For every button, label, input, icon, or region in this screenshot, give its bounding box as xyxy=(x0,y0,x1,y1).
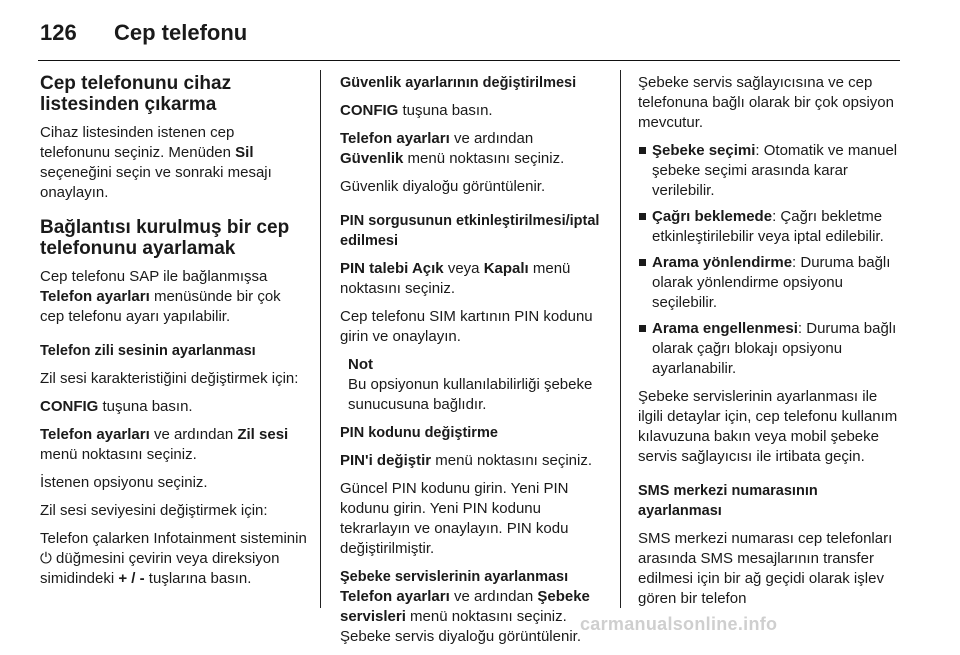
ringtone-option-step: İstenen opsiyonu seçiniz. xyxy=(40,474,208,491)
list-item: Arama yönlendirme: Duruma bağlı olarak yönlendirme opsiyonu seçilebilir. xyxy=(638,253,904,313)
power-icon: ⏻ xyxy=(40,550,52,567)
watermark: carmanualsonline.info xyxy=(580,614,778,634)
heading-ringtone: Telefon zili sesinin ayarlanması xyxy=(40,343,256,359)
left-column xyxy=(40,73,308,597)
remove-paragraph: Cihaz listesinden istenen cep telefonunu seçiniz. Menüden Sil seçeneğini seçin ve sonraki mesajı onaylayın. xyxy=(40,124,272,201)
page-title: Cep telefonu xyxy=(114,20,248,45)
network-options-list xyxy=(638,141,904,379)
heading-remove-phone: Cep telefonunu cihaz listesinden çıkarma xyxy=(40,73,232,115)
column-divider-1 xyxy=(320,70,321,608)
pin-change-menu-step: PIN'i değiştir menü noktasını seçiniz. xyxy=(340,452,593,469)
network-menu-step: Telefon ayarları ve ardından Şebeke servisleri menü noktasını seçiniz. Şebeke servis diyaloğu görüntülenir. xyxy=(340,588,590,645)
ringtone-volume-intro: Zil sesi seviyesini değiştirmek için: xyxy=(40,502,268,519)
ringtone-config-step: CONFIG tuşuna basın. xyxy=(40,398,193,415)
note-title: Not xyxy=(348,356,373,373)
list-item: Şebeke seçimi: Otomatik ve manuel şebeke seçimi arasında karar verilebilir. xyxy=(638,141,904,201)
heading-pin-change: PIN kodunu değiştirme xyxy=(340,425,498,441)
pin-enter-step: Cep telefonu SIM kartının PIN kodunu girin ve onaylayın. xyxy=(340,308,593,345)
settings-paragraph: Cep telefonu SAP ile bağlanmışsa Telefon ayarları menüsünde bir çok cep telefonu ayarı yapılabilir. xyxy=(40,268,281,325)
heading-sms-center: SMS merkezi numarasının ayarlanması xyxy=(638,483,818,519)
heading-network-services: Şebeke servislerinin ayarlanması xyxy=(340,569,569,585)
column-divider-2 xyxy=(620,70,621,608)
security-menu-step: Telefon ayarları ve ardından Güvenlik menü noktasını seçiniz. xyxy=(340,130,565,167)
heading-security: Güvenlik ayarlarının değiştirilmesi xyxy=(340,75,577,91)
right-column xyxy=(638,73,904,617)
ringtone-intro: Zil sesi karakteristiğini değiştirmek için: xyxy=(40,370,299,387)
security-dialog-text: Güvenlik diyaloğu görüntülenir. xyxy=(340,178,546,195)
pin-change-steps: Güncel PIN kodunu girin. Yeni PIN kodunu girin. Yeni PIN kodunu tekrarlayın ve onaylayın. PIN kodu değiştirilmiştir. xyxy=(340,480,569,557)
network-intro: Şebeke servis sağlayıcısına ve cep telefonuna bağlı olarak bir çok opsiyon mevcutur. xyxy=(638,74,894,131)
list-item: Arama engellenmesi: Duruma bağlı olarak çağrı blokajı opsiyonu ayarlanabilir. xyxy=(638,319,904,379)
middle-column xyxy=(340,73,608,655)
heading-phone-settings: Bağlantısı kurulmuş bir cep telefonunu ayarlamak xyxy=(40,217,290,259)
ringtone-volume-step: Telefon çalarken Infotainment sisteminin ⏻ düğmesini çevirin veya direksiyon simidindeki + / - tuşlarına basın. xyxy=(40,530,307,587)
page-header xyxy=(40,20,247,46)
ringtone-menu-step: Telefon ayarları ve ardından Zil sesi menü noktasını seçiniz. xyxy=(40,426,289,463)
pin-menu-step: PIN talebi Açık veya Kapalı menü noktasını seçiniz. xyxy=(340,260,571,297)
header-rule xyxy=(38,60,900,61)
list-item: Çağrı beklemede: Çağrı bekletme etkinleştirilebilir veya iptal edilebilir. xyxy=(638,207,904,247)
sms-text: SMS merkezi numarası cep telefonları arasında SMS mesajlarının transfer edilmesi için bir ağ geçidi olarak işlev gören bir telefon xyxy=(638,530,893,607)
note-box xyxy=(348,355,608,415)
security-config-step: CONFIG tuşuna basın. xyxy=(340,102,493,119)
note-text: Bu opsiyonun kullanılabilirliği şebeke sunucusuna bağlıdır. xyxy=(348,376,593,413)
heading-pin-query: PIN sorgusunun etkinleştirilmesi/iptal edilmesi xyxy=(340,213,600,249)
page-number: 126 xyxy=(40,20,77,45)
network-outro: Şebeke servislerinin ayarlanması ile ilgili detaylar için, cep telefonu kullanım kılavuzuna bakın veya mobil şebeke servis sağlayıcısı ile irtibata geçin. xyxy=(638,388,898,465)
